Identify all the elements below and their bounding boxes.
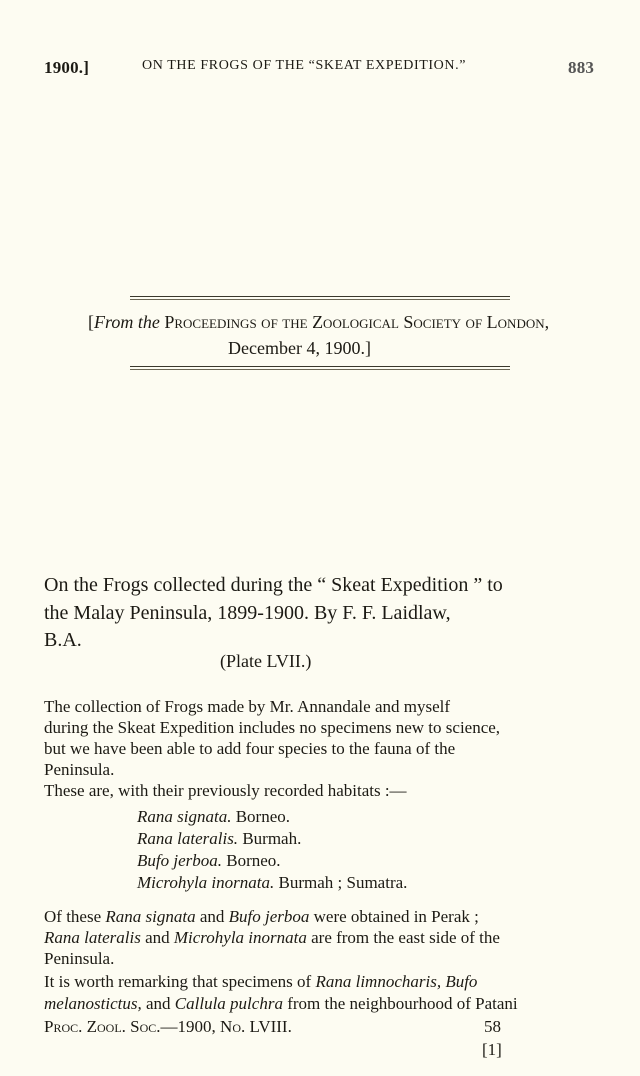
species-name: Rana limnocharis, <box>315 972 442 991</box>
species-name: Microhyla inornata. <box>137 873 275 892</box>
sheet-number: 58 <box>484 1017 501 1036</box>
species-name: Rana lateralis. <box>137 829 239 848</box>
species-name: melanostictus, <box>44 994 142 1013</box>
source-journal: Proceedings of the Zoological Society of London, <box>164 312 550 332</box>
species-name: Rana signata <box>105 907 196 926</box>
journal-footer: Proc. Zool. Soc.—1900, No. LVIII. <box>44 1017 292 1036</box>
text-run: and <box>140 928 174 947</box>
running-header-title: ON THE FROGS OF THE “SKEAT EXPEDITION.” <box>142 58 467 73</box>
paragraph-3-line-1 <box>44 972 477 992</box>
article-title-line-1: On the Frogs collected during the “ Skeat Expedition ” to <box>44 574 503 596</box>
text-run: It is worth remarking that specimens of <box>44 972 316 991</box>
reprint-source-line <box>88 312 549 333</box>
text-run: Of these <box>44 907 106 926</box>
article-title-line-2: the Malay Peninsula, 1899-1900. By F. F. Laidlaw, <box>44 602 451 624</box>
species-name: Rana lateralis <box>44 928 141 947</box>
text-run: and <box>195 907 229 926</box>
species-habitat: Borneo. <box>235 807 290 826</box>
species-item <box>137 873 407 893</box>
paragraph-1-line-5: These are, with their previously recorded habitats :— <box>44 781 407 800</box>
species-item <box>137 829 301 849</box>
paragraph-2-line-1 <box>44 907 479 927</box>
species-name: Bufo <box>445 972 478 991</box>
text-run: and <box>141 994 175 1013</box>
signature-mark: [1] <box>482 1040 502 1059</box>
paragraph-2-line-3: Peninsula. <box>44 949 115 968</box>
from-label: From the <box>94 312 160 332</box>
species-name: Bufo jerboa <box>228 907 310 926</box>
species-item <box>137 807 290 827</box>
species-habitat: Borneo. <box>226 851 281 870</box>
open-bracket: [ <box>88 312 94 332</box>
paragraph-1-line-3: but we have been able to add four species to the fauna of the <box>44 739 456 758</box>
running-header-year: 1900.] <box>44 58 90 77</box>
paragraph-1-line-1: The collection of Frogs made by Mr. Annandale and myself <box>44 697 451 716</box>
text-run: were obtained in Perak ; <box>309 907 479 926</box>
text-run: from the neighbourhood of Patani <box>282 994 518 1013</box>
species-name: Microhyla inornata <box>173 928 307 947</box>
article-title-line-3: B.A. <box>44 629 82 651</box>
top-rule <box>130 296 510 297</box>
reprint-date: December 4, 1900.] <box>228 338 371 358</box>
species-name: Rana signata. <box>137 807 232 826</box>
paragraph-3-line-2 <box>44 994 518 1014</box>
paragraph-1-line-2: during the Skeat Expedition includes no specimens new to science, <box>44 718 501 737</box>
plate-reference: (Plate LVII.) <box>220 651 312 671</box>
species-name: Callula pulchra <box>174 994 283 1013</box>
species-item <box>137 851 281 871</box>
page-number: 883 <box>568 58 595 77</box>
species-habitat: Burmah ; Sumatra. <box>278 873 408 892</box>
bottom-rule <box>130 366 510 367</box>
paragraph-2-line-2 <box>44 928 500 948</box>
bottom-rule-thin <box>130 369 510 370</box>
species-name: Bufo jerboa. <box>137 851 222 870</box>
top-rule-thin <box>130 299 510 300</box>
text-run: are from the east side of the <box>306 928 500 947</box>
species-habitat: Burmah. <box>242 829 302 848</box>
paragraph-1-line-4: Peninsula. <box>44 760 115 779</box>
